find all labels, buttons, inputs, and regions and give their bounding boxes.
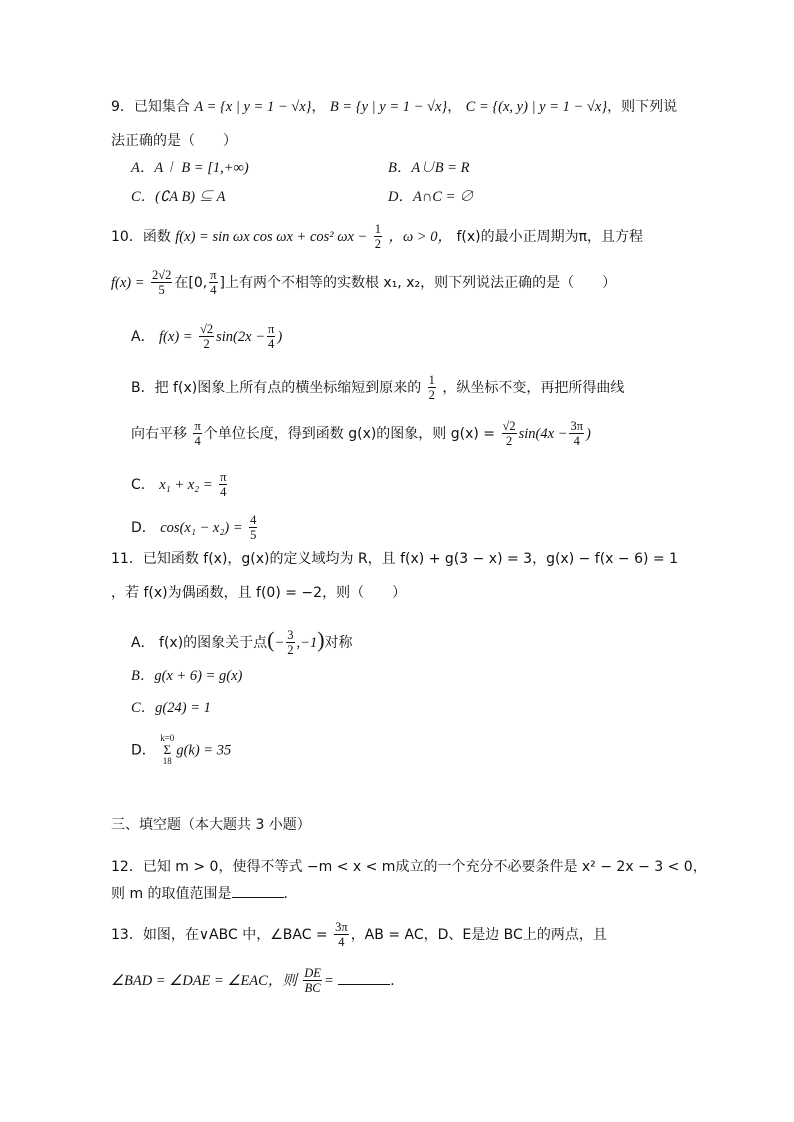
q10-interval: 在[0,	[174, 274, 208, 291]
q9-stem-a: 9．已知集合	[111, 99, 190, 115]
q11-option-c: C．g(24) = 1	[131, 700, 211, 716]
section-3-title: 三、填空题（本大题共 3 小题）	[111, 817, 311, 833]
q9-option-a: A．A∣ B = [1,+∞)	[131, 160, 249, 176]
q10-stem-a: 10．函数	[111, 228, 171, 245]
q10-eq-fraction: $\frac{2√2}{5}$	[151, 268, 172, 298]
q10-stem-line1	[111, 222, 643, 252]
q9-set-c: C = {(x, y) | y = 1 − √x}	[465, 99, 608, 115]
q13-line2: ∠BAD = ∠DAE = ∠EAC，则 $\frac{DE}{BC}$ = ．	[111, 966, 405, 996]
q13-answer-blank[interactable]	[338, 972, 390, 985]
q9-stem-line2: 法正确的是（ ）	[111, 133, 237, 149]
q11-option-b: B．g(x + 6) = g(x)	[131, 668, 243, 684]
q11-option-d: D． k=0 Σ 18g(k) = 35	[131, 733, 232, 767]
q10-option-b-line1: B．把 f(x)图象上所有点的横坐标缩短到原来的 $\frac{1}{2}$ ，纵坐标不变，再把所得曲线	[131, 373, 625, 403]
q13-line1: 13．如图，在∨ABC 中，∠BAC = $\frac{3\pi}{4}$ ，AB = AC，D、E是边 BC上的两点，且	[111, 920, 607, 950]
q10-option-d: D． cos(x₁ − x₂) = $\frac{4}{5}$	[131, 513, 257, 543]
q9-option-b: B．A∪B = R	[388, 160, 470, 176]
q10-half-fraction: $\frac{1}{2}$	[374, 222, 382, 252]
q9-set-b: B = {y | y = 1 − √x}	[329, 99, 448, 115]
q10-interval-fraction: $\frac{\pi}{4}$	[210, 268, 217, 298]
q10-option-a: A． f(x) = $\frac{√2}{2}$ sin(2x − $\frac{\pi}{4}$ )	[131, 322, 283, 352]
q9-option-c: C．(∁A B) ⊆ A	[131, 189, 226, 205]
q10-stem-c: ]上有两个不相等的实数根 x₁, x₂，则下列说法正确的是（ ）	[219, 274, 617, 291]
q10-function: f(x) = sin ωx cos ωx + cos² ωx −	[175, 228, 368, 245]
q10-option-b-line2: 向右平移 $\frac{\pi}{4}$ 个单位长度，得到函数 g(x)的图象，则 g(x) = $\frac{√2}{2}$ sin(4x − $\frac{3\pi}{4}$ )	[131, 419, 591, 449]
q12-line1: 12．已知 m > 0，使得不等式 −m < x < m成立的一个充分不必要条件是 x² − 2x − 3 < 0，	[111, 859, 707, 875]
q9-stem-b: ，则下列说	[607, 99, 678, 115]
sum-symbol: k=0 Σ 18	[160, 733, 175, 767]
q10-omega: ，ω > 0，	[388, 228, 453, 245]
q11-stem-line2: ，若 f(x)为偶函数，且 f(0) = −2，则（ ）	[111, 585, 407, 601]
q9-option-d: D．A∩C = ∅	[388, 189, 474, 205]
q10-eq-lhs: f(x) =	[111, 274, 145, 291]
q12-line2: 则 m 的取值范围是 ．	[111, 886, 298, 902]
q10-stem-line2	[111, 268, 616, 298]
q11-stem-line1: 11．已知函数 f(x)，g(x)的定义域均为 R，且 f(x) + g(3 − x) = 3，g(x) − f(x − 6) = 1	[111, 551, 679, 567]
q10-stem-b: f(x)的最小正周期为π，且方程	[456, 228, 644, 245]
q11-option-a: A． f(x)的图象关于点(− $\frac{3}{2}$ ,−1)对称	[131, 626, 353, 658]
q12-answer-blank[interactable]	[232, 885, 284, 898]
q10-option-c: C． x₁ + x₂ = $\frac{\pi}{4}$	[131, 470, 227, 500]
q9-stem-line1: 9．已知集合 A = {x | y = 1 − √x}， B = {y | y = 1 − √x}， C = {(x, y) | y = 1 − √x}，则下列说	[111, 99, 678, 115]
q9-set-a: A = {x | y = 1 − √x}	[194, 99, 312, 115]
